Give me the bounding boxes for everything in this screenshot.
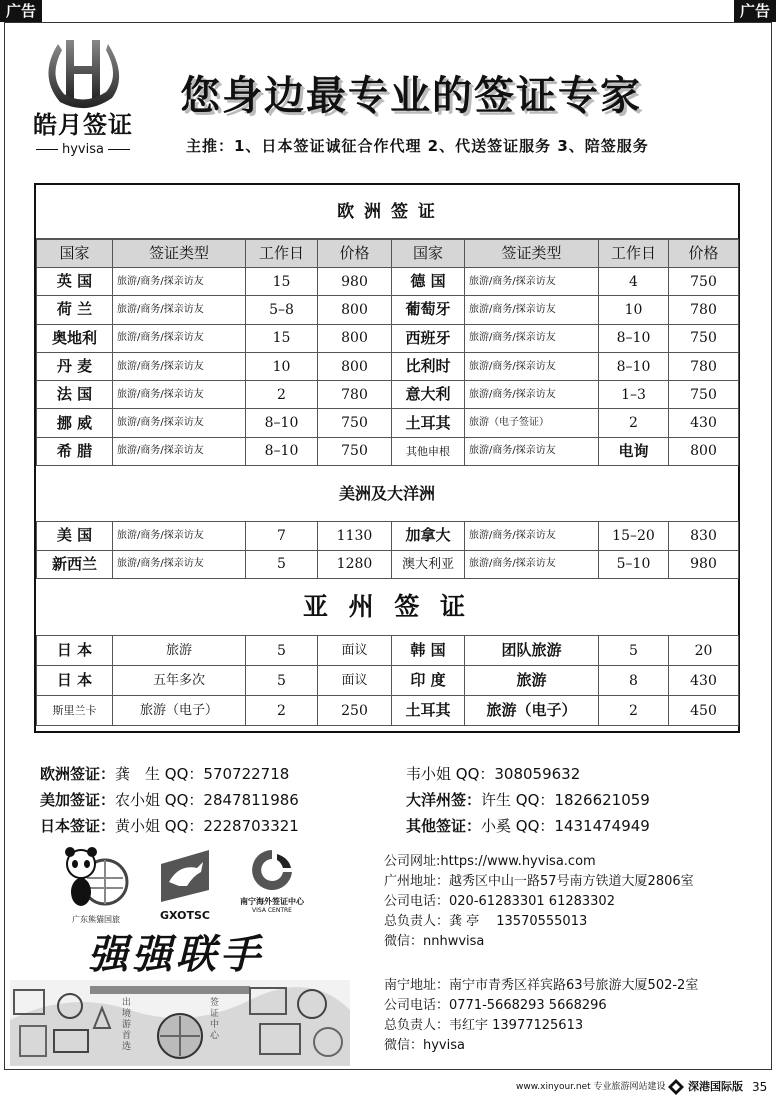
guangzhou-phone: 公司电话：020-61283301 61283302 <box>384 894 615 909</box>
contact-label: 大洋州签： <box>406 791 482 809</box>
cell-work-days: 2 <box>599 696 669 726</box>
partner-name: GXOTSC <box>160 909 210 922</box>
nanning-phone: 公司电话：0771-5668293 5668296 <box>384 998 607 1013</box>
header-work-days: 工作日 <box>246 240 318 268</box>
cell-price: 430 <box>669 409 739 437</box>
nanning-address: 南宁地址：南宁市青秀区祥宾路63号旅游大厦502-2室 <box>384 978 699 993</box>
cell-price: 750 <box>669 268 739 296</box>
cell-visa-type: 旅游/商务/探亲访友 <box>465 381 599 409</box>
cell-work-days: 2 <box>599 409 669 437</box>
partner-name: 广东熊猫国旅 <box>72 915 120 924</box>
cell-price: 800 <box>318 324 392 352</box>
stamp-collage-icon <box>10 980 350 1066</box>
cell-country: 奥地利 <box>37 324 113 352</box>
cell-price: 830 <box>669 522 739 551</box>
cell-work-days: 5–10 <box>599 550 669 579</box>
cell-work-days: 10 <box>599 296 669 324</box>
contact-americas <box>40 786 299 814</box>
cell-visa-type: 五年多次 <box>113 666 246 696</box>
cell-price: 430 <box>669 666 739 696</box>
cell-country: 美 国 <box>37 522 113 551</box>
guangzhou-wechat: 微信：nnhwvisa <box>384 934 485 949</box>
cell-work-days: 7 <box>246 522 318 551</box>
visa-price-table <box>34 183 740 733</box>
cell-country: 其他申根 <box>392 437 465 465</box>
cell-price: 980 <box>318 268 392 296</box>
cell-country: 英 国 <box>37 268 113 296</box>
cell-visa-type: 旅游/商务/探亲访友 <box>465 352 599 380</box>
europe-table <box>36 239 739 466</box>
cell-work-days: 5–8 <box>246 296 318 324</box>
cell-visa-type: 旅游/商务/探亲访友 <box>113 522 246 551</box>
cell-work-days: 5 <box>599 636 669 666</box>
cell-visa-type: 旅游/商务/探亲访友 <box>465 324 599 352</box>
contact-oceania <box>406 786 650 814</box>
cell-work-days: 2 <box>246 381 318 409</box>
contact-text: 农小姐 QQ：2847811986 <box>115 791 299 809</box>
promo-subline: 主推：1、日本签证诚征合作代理 2、代送签证服务 3、陪签服务 <box>186 137 649 155</box>
cell-country: 德 国 <box>392 268 465 296</box>
cell-country: 意大利 <box>392 381 465 409</box>
cell-price: 1130 <box>318 522 392 551</box>
cell-price: 780 <box>669 296 739 324</box>
cell-work-days: 15 <box>246 324 318 352</box>
publisher-logo-icon <box>668 1079 684 1095</box>
contact-europe-2 <box>406 760 580 788</box>
americas-table <box>36 521 739 579</box>
cell-work-days: 15–20 <box>599 522 669 551</box>
contact-japan <box>40 812 299 840</box>
cell-price: 780 <box>669 352 739 380</box>
cell-country: 加拿大 <box>392 522 465 551</box>
cell-visa-type: 旅游/商务/探亲访友 <box>113 296 246 324</box>
partner-slogan: 强强联手 <box>88 931 264 978</box>
cell-price: 780 <box>318 381 392 409</box>
ad-tag-right: 广告 <box>734 0 776 22</box>
partner-subname: VISA CENTRE <box>252 907 292 914</box>
cell-price: 750 <box>669 381 739 409</box>
europe-section-title: 欧 洲 签 证 <box>36 185 738 239</box>
cell-visa-type: 旅游/商务/探亲访友 <box>465 437 599 465</box>
partner-gxotsc <box>150 846 220 923</box>
cell-country: 韩 国 <box>392 636 465 666</box>
cell-price: 面议 <box>318 666 392 696</box>
cell-work-days: 10 <box>246 352 318 380</box>
cell-work-days: 8–10 <box>599 352 669 380</box>
cell-work-days: 5 <box>246 550 318 579</box>
cell-price: 1280 <box>318 550 392 579</box>
cell-visa-type: 旅游（电子） <box>465 696 599 726</box>
cell-country: 斯里兰卡 <box>37 696 113 726</box>
header-visa-type: 签证类型 <box>113 240 246 268</box>
passport-stamp-collage <box>10 980 350 1066</box>
cell-visa-type: 旅游/商务/探亲访友 <box>465 296 599 324</box>
cell-visa-type: 旅游 <box>465 666 599 696</box>
page-footer <box>0 1074 776 1100</box>
americas-section-title: 美洲及大洋洲 <box>338 484 435 503</box>
cell-visa-type: 旅游/商务/探亲访友 <box>465 268 599 296</box>
cell-work-days: 1–3 <box>599 381 669 409</box>
contact-text: 小奚 QQ：1431474949 <box>481 817 650 835</box>
collage-label-left: 出境游首选 <box>122 998 132 1052</box>
header-price: 价格 <box>318 240 392 268</box>
panda-logo-icon <box>61 846 131 912</box>
cell-price: 800 <box>318 352 392 380</box>
cell-work-days: 8–10 <box>246 437 318 465</box>
guangzhou-address: 广州地址：越秀区中山一路57号南方铁道大厦2806室 <box>384 874 694 889</box>
cell-country: 新西兰 <box>37 550 113 579</box>
visa-centre-logo-icon <box>245 846 299 894</box>
table-row <box>37 381 739 409</box>
contact-text: 韦小姐 QQ：308059632 <box>406 765 581 783</box>
header-country: 国家 <box>37 240 113 268</box>
cell-price: 20 <box>669 636 739 666</box>
cell-visa-type: 旅游/商务/探亲访友 <box>113 268 246 296</box>
ad-tag-left: 广告 <box>0 0 42 22</box>
hy-monogram-icon <box>36 36 130 110</box>
table-row <box>37 409 739 437</box>
cell-country: 日 本 <box>37 636 113 666</box>
cell-visa-type: 旅游/商务/探亲访友 <box>113 550 246 579</box>
contact-label: 其他签证： <box>406 817 482 835</box>
contact-label: 日本签证： <box>40 817 116 835</box>
cell-work-days: 8–10 <box>246 409 318 437</box>
cell-visa-type: 团队旅游 <box>465 636 599 666</box>
page-number: 35 <box>752 1080 768 1094</box>
header-price: 价格 <box>669 240 739 268</box>
cell-country: 土耳其 <box>392 409 465 437</box>
contact-text: 黄小姐 QQ：2228703321 <box>115 817 299 835</box>
table-row <box>37 296 739 324</box>
headline: 您身边最专业的签证专家 <box>180 73 642 119</box>
cell-visa-type: 旅游/商务/探亲访友 <box>113 352 246 380</box>
cell-price: 800 <box>318 296 392 324</box>
cell-price: 750 <box>669 324 739 352</box>
cell-country: 法 国 <box>37 381 113 409</box>
cell-country: 西班牙 <box>392 324 465 352</box>
cell-country: 澳大利亚 <box>392 550 465 579</box>
contact-europe <box>40 760 289 788</box>
hyvisa-logo <box>18 30 148 160</box>
header-visa-type: 签证类型 <box>465 240 599 268</box>
contact-label: 欧洲签证： <box>40 765 116 783</box>
cell-country: 比利时 <box>392 352 465 380</box>
collage-label-right: 签证中心 <box>210 998 220 1041</box>
contact-label: 美加签证： <box>40 791 116 809</box>
cell-work-days: 5 <box>246 636 318 666</box>
company-website: 公司网址:https://www.hyvisa.com <box>384 854 596 869</box>
cell-visa-type: 旅游（电子） <box>113 696 246 726</box>
nanning-office <box>384 976 770 1056</box>
guangzhou-office <box>384 852 770 952</box>
nanning-wechat: 微信：hyvisa <box>384 1038 465 1053</box>
table-row <box>37 696 739 726</box>
asia-section-title: 亚 州 签 证 <box>302 592 472 621</box>
cell-country: 挪 威 <box>37 409 113 437</box>
cell-price: 800 <box>669 437 739 465</box>
partner-name: 南宁海外签证中心 <box>240 897 304 906</box>
header-work-days: 工作日 <box>599 240 669 268</box>
cell-work-days: 5 <box>246 666 318 696</box>
cell-visa-type: 旅游（电子签证） <box>465 409 599 437</box>
cell-country: 日 本 <box>37 666 113 696</box>
cell-price: 980 <box>669 550 739 579</box>
table-row <box>37 666 739 696</box>
cell-visa-type: 旅游/商务/探亲访友 <box>465 522 599 551</box>
logo-chinese-name: 皓月签证 <box>33 111 133 139</box>
logo-english-name: hyvisa <box>18 142 148 158</box>
contact-text: 龚 生 QQ：570722718 <box>115 765 290 783</box>
cell-work-days: 8 <box>599 666 669 696</box>
footer-brand: 深港国际版 <box>688 1080 743 1093</box>
cell-work-days: 8–10 <box>599 324 669 352</box>
cell-price: 750 <box>318 409 392 437</box>
cell-country: 印 度 <box>392 666 465 696</box>
cell-country: 葡萄牙 <box>392 296 465 324</box>
cell-visa-type: 旅游/商务/探亲访友 <box>113 437 246 465</box>
cell-price: 450 <box>669 696 739 726</box>
table-row <box>37 437 739 465</box>
table-row <box>37 550 739 579</box>
cell-visa-type: 旅游/商务/探亲访友 <box>113 381 246 409</box>
asia-table <box>36 635 739 726</box>
cell-price: 面议 <box>318 636 392 666</box>
cell-visa-type: 旅游 <box>113 636 246 666</box>
cell-price: 750 <box>318 437 392 465</box>
table-row <box>37 268 739 296</box>
partner-visa-centre <box>230 846 314 915</box>
cell-country: 荷 兰 <box>37 296 113 324</box>
cell-country: 希 腊 <box>37 437 113 465</box>
guangzhou-manager: 总负责人：龚 亭 13570555013 <box>384 914 588 929</box>
nanning-manager: 总负责人：韦红宇 13977125613 <box>384 1018 584 1033</box>
cell-price: 250 <box>318 696 392 726</box>
partner-panda <box>56 846 136 925</box>
contact-text: 许生 QQ：1826621059 <box>481 791 650 809</box>
cell-country: 土耳其 <box>392 696 465 726</box>
table-row <box>37 324 739 352</box>
footer-site: www.xinyour.net 专业旅游网站建设 <box>516 1082 666 1092</box>
cell-work-days: 4 <box>599 268 669 296</box>
cell-visa-type: 旅游/商务/探亲访友 <box>113 324 246 352</box>
cell-country: 丹 麦 <box>37 352 113 380</box>
header-country: 国家 <box>392 240 465 268</box>
table-row <box>37 522 739 551</box>
table-row <box>37 352 739 380</box>
cell-visa-type: 旅游/商务/探亲访友 <box>113 409 246 437</box>
cell-work-days: 15 <box>246 268 318 296</box>
cell-work-days: 电询 <box>599 437 669 465</box>
horse-logo-icon <box>153 846 217 906</box>
contact-other <box>406 812 650 840</box>
table-row <box>37 636 739 666</box>
cell-work-days: 2 <box>246 696 318 726</box>
cell-visa-type: 旅游/商务/探亲访友 <box>465 550 599 579</box>
